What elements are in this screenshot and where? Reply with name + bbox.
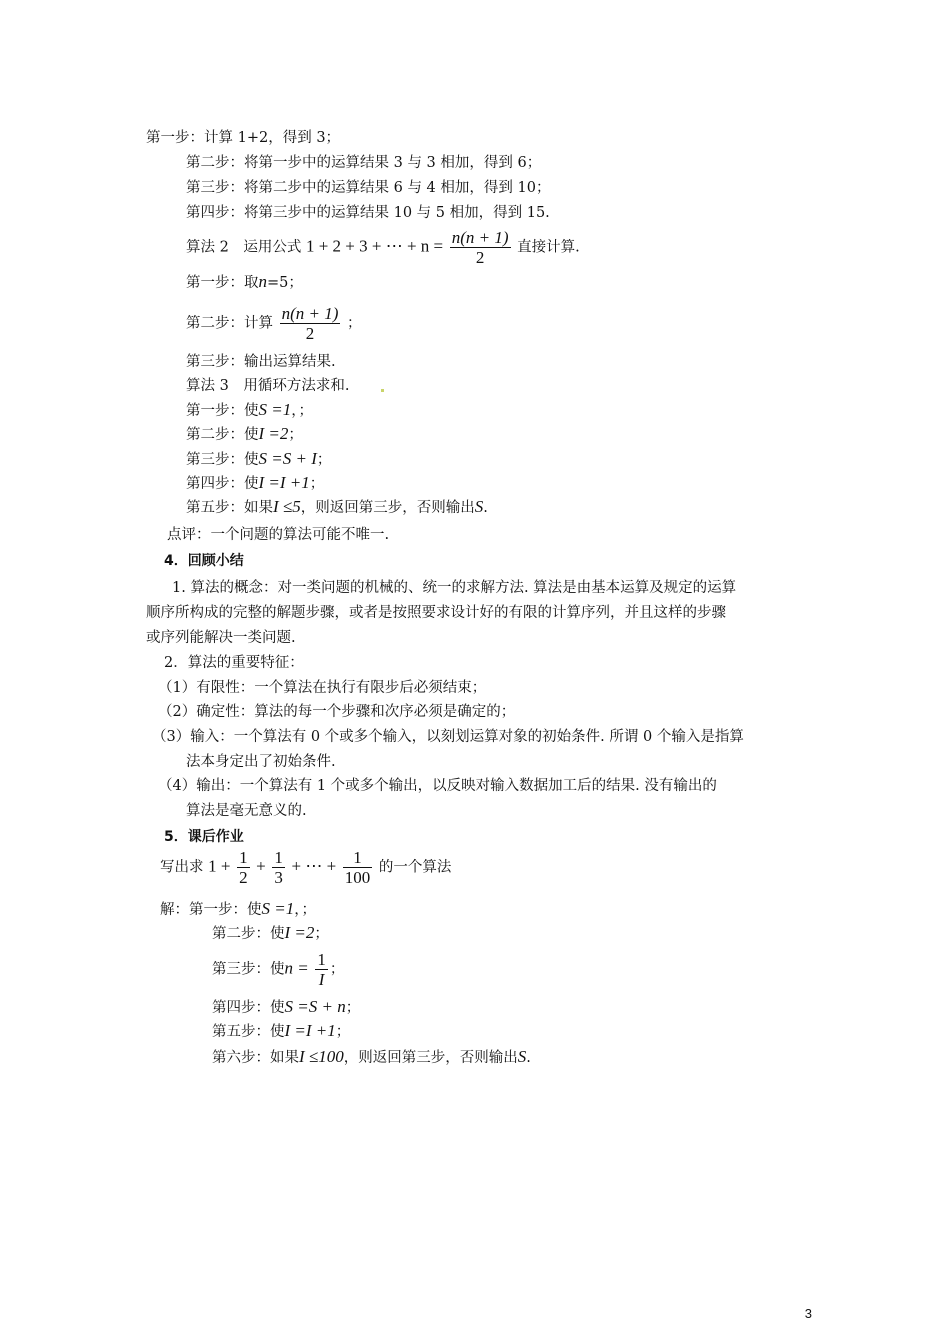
algo2-title-line xyxy=(186,228,580,267)
fraction-numerator: n(n + 1) xyxy=(451,228,509,247)
hw-step6 xyxy=(212,1047,531,1068)
algo3-step5 xyxy=(186,497,488,518)
step-expression: S =1 xyxy=(261,899,295,918)
step-label: 第六步：如果 xyxy=(212,1050,299,1066)
step-tail: ； xyxy=(335,1024,351,1040)
step-middle: ，则返回第三步，否则输出 xyxy=(300,500,475,516)
section4-p1-line3: 或序列能解决一类问题. xyxy=(146,630,296,646)
step-expression: I ≤100 xyxy=(299,1047,344,1066)
algo2-step2-fraction xyxy=(280,304,341,343)
algo1-step3: 第三步：将第二步中的运算结果 6 与 4 相加，得到 10； xyxy=(186,180,551,196)
step-expression: S =S + I xyxy=(258,449,317,468)
step-expression: I =I +1 xyxy=(284,1021,336,1040)
algo2-step1 xyxy=(186,272,303,293)
step-tail: ，； xyxy=(294,902,316,918)
comment: 点评：一个问题的算法可能不唯一. xyxy=(167,527,390,543)
step-tail: . xyxy=(526,1050,531,1066)
hw-step5 xyxy=(212,1021,350,1042)
section4-title: 4．回顾小结 xyxy=(164,553,244,569)
task-prefix: 写出求 xyxy=(160,859,204,876)
fraction-half xyxy=(237,848,250,887)
step-label: 第五步：如果 xyxy=(186,500,273,516)
step-label: 第二步：计算 xyxy=(186,315,273,332)
step-value: =5； xyxy=(267,275,303,291)
algo2-title: 算法 2 运用公式 xyxy=(186,239,302,256)
step-expression: I =2 xyxy=(258,424,289,443)
algo3-step4 xyxy=(186,473,324,494)
fraction-numerator: 1 xyxy=(317,950,326,969)
hw-step4 xyxy=(212,997,360,1018)
fraction-reciprocal xyxy=(315,950,328,989)
algo2-step2 xyxy=(186,304,362,343)
section4-p1-line2: 顺序所构成的完整的解题步骤，或者是按照要求设计好的有限的计算序列，并且这样的步骤 xyxy=(146,605,726,621)
algo2-tail: 直接计算. xyxy=(517,239,580,256)
step-expression: S =S + n xyxy=(284,997,346,1016)
hw-step1 xyxy=(160,899,316,920)
step-tail: ； xyxy=(288,427,303,443)
step-tail: ，； xyxy=(291,403,313,419)
step-variable: n = xyxy=(284,958,309,978)
fraction-denominator: I xyxy=(318,970,325,989)
section4-p2: 2．算法的重要特征： xyxy=(164,655,304,671)
step-expression: I =2 xyxy=(284,923,315,942)
page-number: 3 xyxy=(804,1306,812,1321)
algo3-title: 算法 3 用循环方法求和. xyxy=(186,378,350,394)
feature-1: （1）有限性：一个算法在执行有限步后必须结束； xyxy=(158,680,487,696)
step-expression: S =1 xyxy=(258,400,292,419)
step-label: 第三步：使 xyxy=(186,452,259,468)
step-tail: ； xyxy=(314,926,329,942)
step-tail: ； xyxy=(316,452,332,468)
fraction-numerator: n(n + 1) xyxy=(281,304,339,323)
step-tail: ； xyxy=(309,476,325,492)
fraction-third xyxy=(272,848,285,887)
step-label: 第一步：使 xyxy=(186,403,259,419)
section5-title: 5．课后作业 xyxy=(164,829,244,845)
fraction-denominator: 100 xyxy=(344,868,371,887)
task-suffix: 的一个算法 xyxy=(378,859,452,876)
variable-n: n xyxy=(258,272,267,291)
fraction-numerator: 1 xyxy=(274,848,283,867)
algo1-step2: 第二步：将第一步中的运算结果 3 与 3 相加，得到 6； xyxy=(186,155,542,171)
homework-task xyxy=(160,848,451,887)
algo2-formula: 1 + 2 + 3 + ⋯ + n = xyxy=(305,236,444,256)
step-label: 第四步：使 xyxy=(212,1000,285,1016)
algo1-step4: 第四步：将第三步中的运算结果 10 与 5 相加，得到 15. xyxy=(186,205,550,221)
hw-step3 xyxy=(212,950,344,989)
fraction-denominator: 3 xyxy=(274,868,283,887)
term-one: 1 + xyxy=(208,856,231,876)
step-middle: ，则返回第三步，否则输出 xyxy=(343,1050,518,1066)
feature-3-line2: 法本身定出了初始条件. xyxy=(186,754,336,770)
step-tail: ； xyxy=(329,961,345,978)
variable-s: S xyxy=(474,497,484,516)
plus-sign: + xyxy=(256,856,266,876)
fraction-numerator: 1 xyxy=(343,848,373,868)
step-label: 第一步：取 xyxy=(186,275,259,291)
fraction-numerator: 1 xyxy=(239,848,248,867)
fraction-denominator: 2 xyxy=(305,324,315,343)
step-label: 第四步：使 xyxy=(186,476,259,492)
step-expression: I ≤5 xyxy=(273,497,301,516)
step-label: 解：第一步：使 xyxy=(160,902,262,918)
step-label: 第二步：使 xyxy=(212,926,285,942)
fraction-denominator: 2 xyxy=(239,868,248,887)
algo3-step2 xyxy=(186,424,303,445)
feature-4-line2: 算法是毫无意义的. xyxy=(186,803,307,819)
feature-4-line1: （4）输出：一个算法有 1 个或多个输出，以反映对输入数据加工后的结果. 没有输出的 xyxy=(158,778,717,794)
feature-2: （2）确定性：算法的每一个步骤和次序必须是确定的； xyxy=(158,704,516,720)
step-tail: . xyxy=(483,500,488,516)
step-tail: ； xyxy=(347,315,362,332)
step-label: 第二步：使 xyxy=(186,427,259,443)
step-label: 第五步：使 xyxy=(212,1024,285,1040)
fraction-denominator: 2 xyxy=(475,248,485,267)
algo1-step1: 第一步：计算 1+2，得到 3； xyxy=(146,130,341,146)
fraction-hundredth xyxy=(343,848,373,887)
stray-mark xyxy=(381,389,384,392)
step-tail: ； xyxy=(345,1000,361,1016)
algo3-step3 xyxy=(186,449,331,470)
section4-p1-line1: 1. 算法的概念：对一类问题的机械的、统一的求解方法. 算法是由基本运算及规定的运算 xyxy=(172,580,737,596)
algo2-fraction xyxy=(450,228,511,267)
feature-3-line1: （3）输入：一个算法有 0 个或多个输入，以刻划运算对象的初始条件. 所谓 0 个输入是指算 xyxy=(152,729,744,745)
step-expression: I =I +1 xyxy=(258,473,310,492)
step-label: 第三步：使 xyxy=(212,961,285,978)
algo2-step3: 第三步：输出运算结果. xyxy=(186,354,336,370)
hw-step2 xyxy=(212,923,329,944)
variable-s: S xyxy=(517,1047,527,1066)
ellipsis: + ⋯ + xyxy=(291,856,337,876)
algo3-step1 xyxy=(186,400,313,421)
